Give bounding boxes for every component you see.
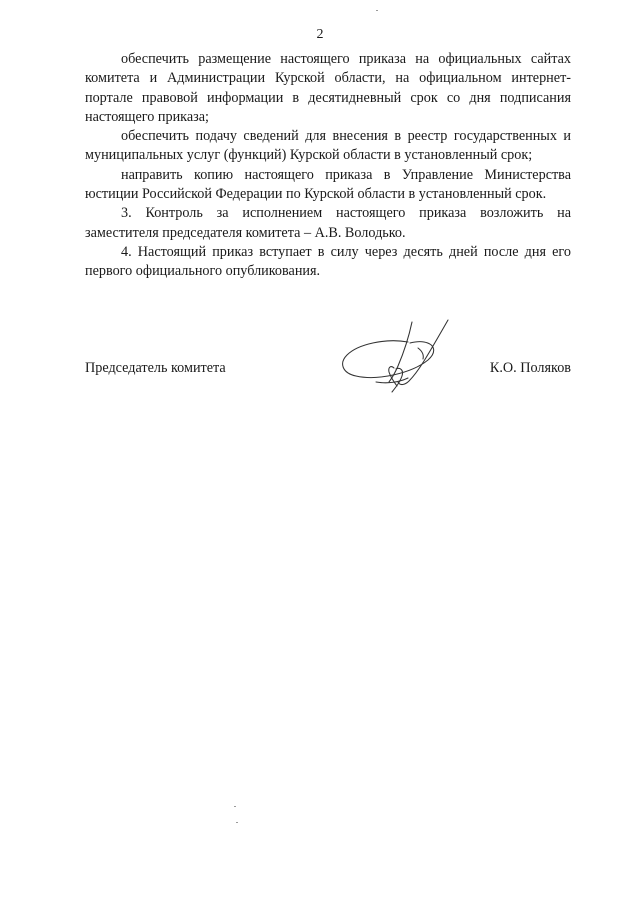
- document-body: [85, 50, 571, 282]
- scan-speck: [236, 822, 238, 823]
- paragraph-effective-date: 4. Настоящий приказ вступает в силу через десять дней после дня его первого официального опубликования.: [85, 243, 571, 280]
- handwritten-signature: [336, 318, 460, 396]
- signer-title: Председатель комитета: [85, 360, 226, 376]
- paragraph-publish-order: обеспечить размещение настоящего приказа на официальных сайтах комитета и Администрации Курской области, на официальном интернет-портале правовой информации в десятидневный срок со дня подписания настоящего приказа;: [85, 51, 571, 125]
- scan-speck: [234, 806, 236, 807]
- page-number: 2: [316, 27, 324, 42]
- paragraph-submit-registry: обеспечить подачу сведений для внесения в реестр государственных и муниципальных услуг (функций) Курской области в установленный срок;: [85, 128, 571, 164]
- signature-block: [85, 359, 571, 379]
- paragraph-control: 3. Контроль за исполнением настоящего приказа возложить на заместителя председателя комитета – А.В. Володько.: [85, 205, 571, 241]
- signer-name: К.О. Поляков: [489, 360, 571, 376]
- scan-speck: [376, 10, 378, 11]
- paragraph-send-copy: направить копию настоящего приказа в Управление Министерства юстиции Российской Федерации по Курской области в установленный срок.: [85, 166, 571, 203]
